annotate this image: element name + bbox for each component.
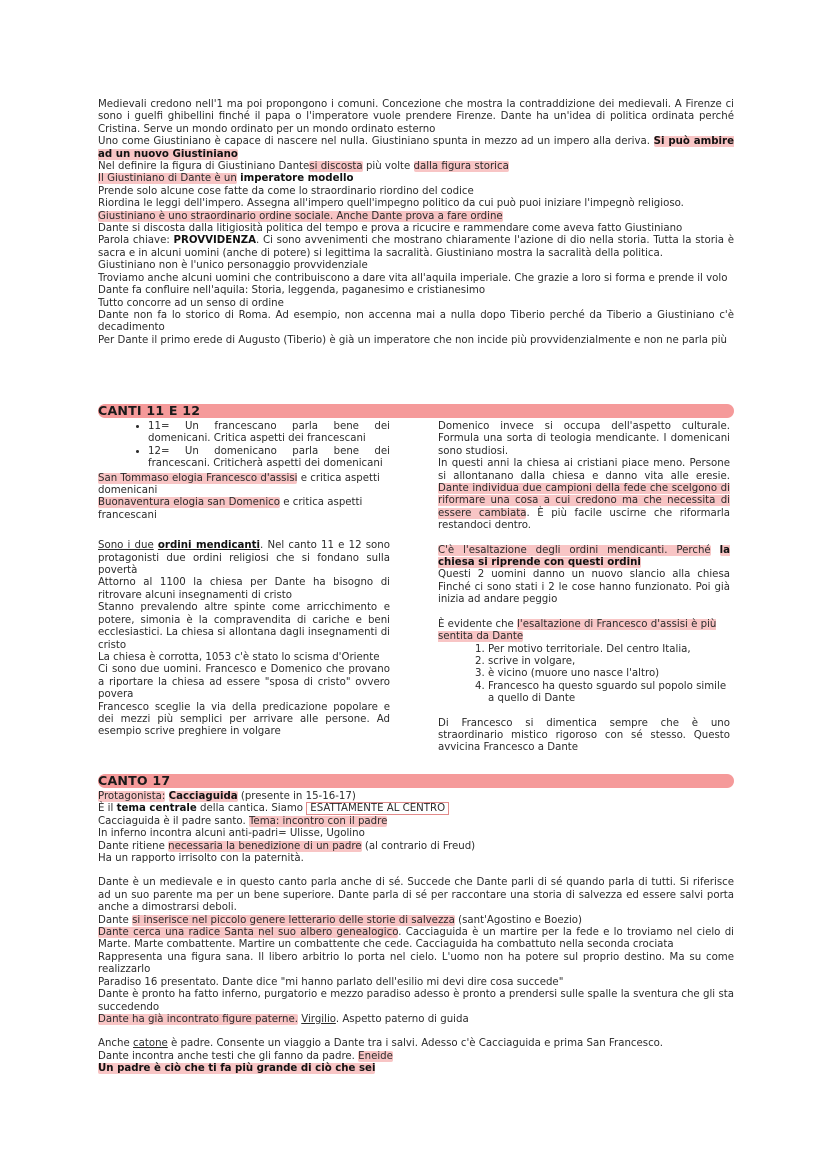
boxed-text: ESATTAMENTE AL CENTRO (306, 802, 449, 815)
paragraph (98, 235, 734, 260)
text: . Nel canto 11 e 12 sono protagonisti due ordini religiosi che si fondano sulla povertà (98, 540, 390, 577)
paragraph: La chiesa è corrotta, 1053 c'è stato lo scisma d'Oriente (98, 651, 380, 663)
list-item: 2. scrive in volgare, (488, 656, 730, 668)
paragraph: Medievali credono nell'1 ma poi propongono i comuni. Concezione che mostra la contraddizione dei medievali. A Firenze ci sono i guelfi ghibellini finché il papa o l'imperatore vuole prendere Firenze. Dante ha un'idea di politica ordinata perché Cristina. Serve un mondo ordinato per un mondo ordinato esterno (98, 99, 734, 135)
text: Dante ritiene (98, 840, 165, 852)
text: Nel definire la figura di Giustiniano Dante (98, 161, 310, 173)
text: più volte (365, 161, 411, 173)
text: (sant'Agostino e Boezio) (454, 914, 583, 926)
keyword: PROVVIDENZA (173, 235, 257, 247)
left-column (98, 421, 390, 739)
highlighted-bold-text: la chiesa si riprende con questi ordini (438, 544, 730, 569)
highlighted-text: Eneide (358, 1050, 393, 1062)
paragraph: Francesco sceglie la via della predicazione popolare e dei mezzi più semplici per arrivare alle persone. Ad esempio scrive preghiere in volgare (98, 701, 390, 738)
paragraph: Domenico invece si occupa dell'aspetto culturale. Formula una sorta di teologia mendicante. I domenicani sono studiosi. (438, 421, 730, 457)
paragraph: Ha un rapporto irrisolto con la paternità. (98, 853, 304, 865)
paragraph: Giustiniano non è l'unico personaggio provvidenziale (98, 260, 368, 272)
paragraph: Stanno prevalendo altre spinte come arricchimento e potere, simonia è la compravendita di cariche e beni ecclesiastici. La chiesa si allontana dagli insegnamenti di cristo (98, 602, 390, 651)
highlighted-text: Dante ha già incontrato figure paterne. (98, 1013, 298, 1025)
paragraph (98, 816, 734, 828)
highlighted-text: Giustiniano è uno straordinario ordine sociale. Anche Dante prova a fare ordine (98, 210, 503, 222)
paragraph (98, 136, 734, 161)
paragraph (98, 540, 390, 577)
text: (presente in 15-16-17) (237, 791, 356, 802)
bullet-list (98, 421, 390, 471)
paragraph (98, 1063, 734, 1075)
paragraph: Tutto concorre ad un senso di ordine (98, 297, 284, 309)
text: È il (98, 803, 114, 815)
text: Parola chiave: (98, 235, 170, 247)
highlighted-bold-text: Cacciaguida (168, 791, 238, 802)
right-column (438, 421, 730, 755)
text: . Cacciaguida è un martire per la fede e lo troviamo nel cielo di Marte. Marte combattente. Martire un combattente che cede. Cacciaguida ha combattuto nella seconda crociata (98, 927, 734, 951)
paragraph (98, 473, 390, 498)
paragraph (98, 1038, 734, 1050)
paragraph: Troviamo anche alcuni uomini che contribuiscono a dare vita all'aquila imperiale. Che grazie a loro si forma e prende il volo (98, 272, 728, 284)
text: della cantica. Siamo (196, 803, 307, 815)
paragraph: Dante è pronto ha fatto inferno, purgatorio e mezzo paradiso adesso è pronto a prendersi sulle spalle la sventura che gli sta succedendo (98, 989, 734, 1013)
highlighted-text: necessaria la benedizione di un padre (168, 840, 362, 852)
text: Cacciaguida è il padre santo. (98, 815, 246, 827)
paragraph: Attorno al 1100 la chiesa per Dante ha bisogno di ritrovare alcuni insegnamenti di cristo (98, 577, 390, 601)
highlighted-text: Buonaventura elogia san Domenico (98, 497, 280, 509)
intro-section (98, 99, 734, 347)
paragraph: Prende solo alcune cose fatte da come lo straordinario riordino del codice (98, 185, 474, 197)
highlighted-text: Tema: incontro con il padre (248, 815, 388, 827)
paragraph: Dante non fa lo storico di Roma. Ad esempio, non accenna mai a nulla dopo Tiberio perché da Tiberio a Giustiniano c'è decadimento (98, 309, 734, 334)
paragraph: Dante fa confluire nell'aquila: Storia, leggenda, paganesimo e cristianesimo (98, 285, 486, 297)
paragraph: In inferno incontra alcuni anti-padri= Ulisse, Ugolino (98, 828, 365, 840)
text: È evidente che (438, 618, 514, 630)
bold-underlined-text: ordini mendicanti (157, 540, 261, 552)
section-heading: CANTO 17 (98, 773, 171, 788)
paragraph (98, 173, 734, 185)
paragraph: Rappresenta una figura sana. Il libero arbitrio lo porta nel cielo. L'uomo non ha potere sul proprio destino. Ma su come realizzarlo (98, 951, 734, 976)
paragraph (98, 915, 734, 927)
section-heading-bar (98, 774, 734, 788)
list-item: • 11= Un francescano parla bene dei domenicani. Critica aspetti dei francescani (148, 421, 390, 446)
paragraph: Di Francesco si dimentica sempre che è uno straordinario mistico rigoroso con sé stesso. Questo avvicina Francesco a Dante (438, 717, 730, 754)
text: Anche (98, 1038, 130, 1050)
highlighted-text: Protagonista: (98, 791, 166, 802)
paragraph (98, 497, 390, 522)
underlined-text: Sono i due (98, 540, 154, 552)
highlighted-text: l'esaltazione di Francesco d'assisi è più sentita da Dante (438, 618, 717, 643)
text: . Ci sono avvenimenti che mostrano chiaramente l'azione di dio nella storia. Tutta la storia è sacra e in alcuni uomini (anche di potere) si legittima la sacralità. Giustiniano mostra la sacralità della politica. (98, 235, 735, 259)
paragraph: Ci sono due uomini. Francesco e Domenico che provano a riportare la chiesa ad essere "sposa di cristo" ovvero povera (98, 664, 390, 701)
paragraph (438, 458, 730, 532)
highlighted-bold-text: Si può ambire ad un nuovo Giustiniano (98, 136, 734, 160)
paragraph (438, 545, 730, 570)
text: è padre. Consente un viaggio a Dante tra i salvi. Adesso c'è Cacciaguida e prima San Francesco. (167, 1038, 663, 1050)
underlined-text: catone (133, 1038, 168, 1050)
text: . Aspetto paterno di guida (335, 1013, 469, 1025)
text: Dante incontra anche testi che gli fanno da padre. (98, 1050, 355, 1062)
highlighted-text: si discosta (309, 161, 363, 173)
highlighted-bold-text: Un padre è ciò che ti fa più grande di ciò che sei (98, 1063, 376, 1075)
list-item: 4. Francesco ha questo sguardo sul popolo simile a quello di Dante (488, 681, 730, 706)
text: Uno come Giustiniano è capace di nascere nel nulla. Giustiniano spunta in mezzo ad un impero alla deriva. (98, 136, 651, 148)
paragraph (98, 841, 734, 853)
paragraph: Questi 2 uomini danno un nuovo slancio alla chiesa Finché ci sono stati i 2 le cose hanno funzionato. Poi già inizia ad andare peggio (438, 569, 730, 606)
highlighted-text: Dante cerca una radice Santa nel suo albero genealogico (98, 927, 399, 939)
text: Dante (98, 914, 129, 926)
highlighted-text: Il Giustiniano di Dante è un (98, 173, 237, 185)
canto-17-section (98, 791, 734, 1076)
underlined-text: Virgilio (301, 1013, 336, 1025)
paragraph (98, 1014, 734, 1026)
paragraph (98, 161, 734, 173)
paragraph: Paradiso 16 presentato. Dante dice "mi hanno parlato dell'esilio mi devi dire cosa succede" (98, 976, 564, 988)
bold-text: tema centrale (116, 803, 197, 815)
text: . È più facile uscirne che riformarla restandoci dentro. (438, 507, 730, 532)
section-heading: CANTI 11 E 12 (98, 403, 201, 418)
paragraph (98, 927, 734, 952)
highlighted-text: si inserisce nel piccolo genere letterario delle storie di salvezza (132, 914, 455, 926)
highlighted-text: C'è l'esaltazione degli ordini mendicanti. Perché (438, 544, 711, 556)
list-item: 3. è vicino (muore uno nasce l'altro) (488, 668, 730, 680)
paragraph (98, 803, 734, 815)
text: In questi anni la chiesa ai cristiani piace meno. Persone si allontanano dalla chiesa e danno vita alle eresie. (438, 458, 730, 482)
text: (al contrario di Freud) (361, 840, 476, 852)
section-heading-bar (98, 404, 734, 418)
text: e critica aspetti francescani (98, 497, 363, 521)
highlighted-text: San Tommaso elogia Francesco d'assisi (98, 472, 298, 484)
paragraph: Dante si discosta dalla litigiosità politica del tempo e prova a ricucire e rammendare come aveva fatto Giustiniano (98, 223, 683, 235)
paragraph (438, 619, 730, 644)
bold-text: imperatore modello (240, 173, 354, 185)
list-item: 1. Per motivo territoriale. Del centro Italia, (488, 644, 730, 656)
highlighted-text: dalla figura storica (413, 161, 509, 173)
highlighted-text: Dante individua due campioni della fede che scelgono di riformare una cosa a cui credono ma che necessita di essere cambiata (438, 483, 730, 519)
paragraph (98, 211, 734, 223)
paragraph: Dante è un medievale e in questo canto parla anche di sé. Succede che Dante parli di sé quando parla di tutti. Si riferisce ad un suo parente ma per un bene superiore. Dante parla di sé per raccontare una storia di salvezza ed essere salvi porta anche a dimostrarsi deboli. (98, 877, 734, 914)
list-item: • 12= Un domenicano parla bene dei francescani. Criticherà aspetti dei domenicani (148, 446, 390, 471)
text: e critica aspetti domenicani (98, 472, 380, 497)
paragraph: Riordina le leggi dell'impero. Assegna all'impero quell'impegno politico da cui può puoi iniziare l'impegnò religioso. (98, 198, 684, 210)
numbered-list (438, 644, 730, 706)
paragraph: Per Dante il primo erede di Augusto (Tiberio) è già un imperatore che non incide più provvidenzialmente e non ne parla più (98, 334, 727, 346)
paragraph (98, 1051, 734, 1063)
